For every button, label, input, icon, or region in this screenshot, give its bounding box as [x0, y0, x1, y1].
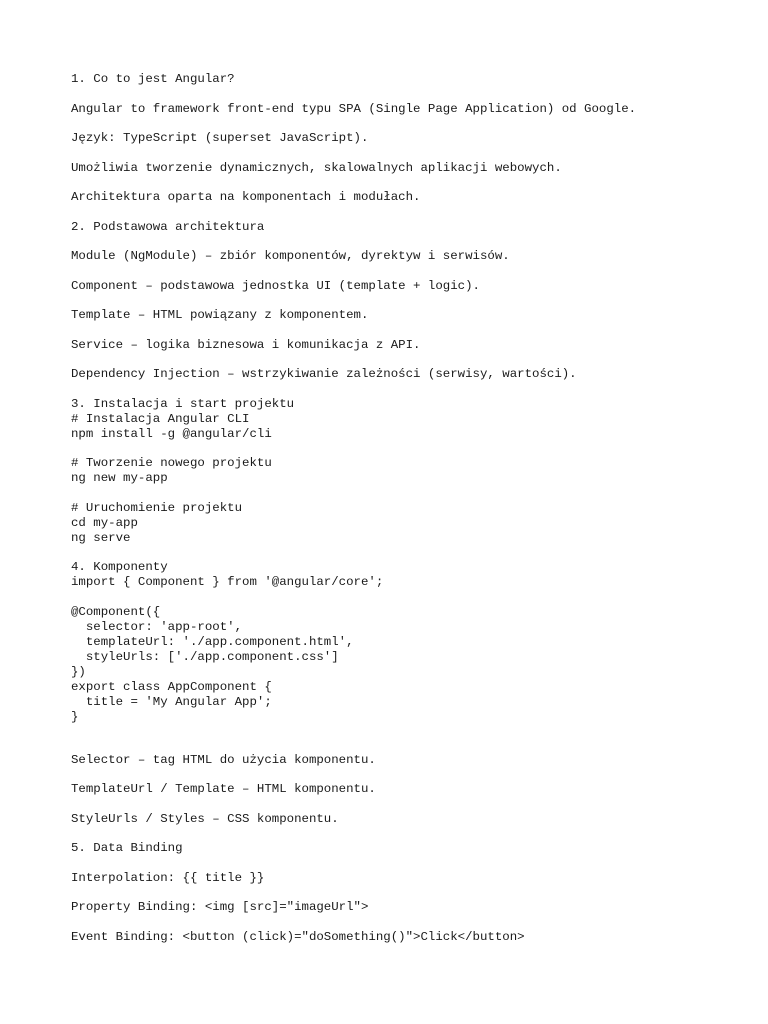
section-heading: 5. Data Binding	[71, 841, 183, 855]
paragraph: Angular to framework front-end typu SPA (Single Page Application) od Google.	[71, 101, 637, 116]
paragraph: TemplateUrl / Template – HTML komponentu.	[71, 782, 376, 796]
document-content	[71, 72, 751, 945]
paragraph: Język: TypeScript (superset JavaScript).	[71, 131, 369, 145]
section-heading: 4. Komponenty	[71, 560, 168, 574]
code-line: export class AppComponent {	[71, 679, 272, 694]
code-line: @Component({	[71, 604, 161, 619]
code-comment: # Tworzenie nowego projektu	[71, 456, 272, 470]
code-line: templateUrl: './app.component.html',	[71, 634, 354, 649]
code-line: cd my-app	[71, 515, 138, 530]
paragraph: Template – HTML powiązany z komponentem.	[71, 308, 369, 322]
paragraph: Selector – tag HTML do użycia komponentu.	[71, 752, 376, 767]
paragraph: Module (NgModule) – zbiór komponentów, dyrektyw i serwisów.	[71, 249, 510, 263]
section-heading: 1. Co to jest Angular?	[71, 72, 235, 86]
code-line: npm install -g @angular/cli	[71, 426, 272, 441]
code-line: }	[71, 709, 79, 724]
paragraph: Umożliwia tworzenie dynamicznych, skalowalnych aplikacji webowych.	[71, 160, 562, 175]
code-comment: # Instalacja Angular CLI	[71, 411, 250, 426]
code-line: styleUrls: ['./app.component.css']	[71, 649, 339, 664]
paragraph: Architektura oparta na komponentach i modułach.	[71, 190, 421, 204]
code-line: ng new my-app	[71, 471, 168, 485]
code-line: })	[71, 664, 86, 679]
section-heading: 2. Podstawowa architektura	[71, 219, 265, 234]
paragraph: Interpolation: {{ title }}	[71, 870, 265, 885]
paragraph: Service – logika biznesowa i komunikacja z API.	[71, 337, 421, 352]
section-heading: 3. Instalacja i start projektu	[71, 396, 295, 411]
code-comment: # Uruchomienie projektu	[71, 500, 243, 515]
code-line: ng serve	[71, 530, 131, 545]
paragraph: Dependency Injection – wstrzykiwanie zależności (serwisy, wartości).	[71, 367, 577, 381]
paragraph: StyleUrls / Styles – CSS komponentu.	[71, 811, 339, 826]
code-line: import { Component } from '@angular/core';	[71, 575, 384, 589]
paragraph: Property Binding: <img [src]="imageUrl">	[71, 900, 369, 914]
paragraph: Component – podstawowa jednostka UI (template + logic).	[71, 278, 480, 293]
paragraph: Event Binding: <button (click)="doSomething()">Click</button>	[71, 929, 525, 944]
code-line: selector: 'app-root',	[71, 619, 243, 634]
code-line: title = 'My Angular App';	[71, 694, 272, 709]
